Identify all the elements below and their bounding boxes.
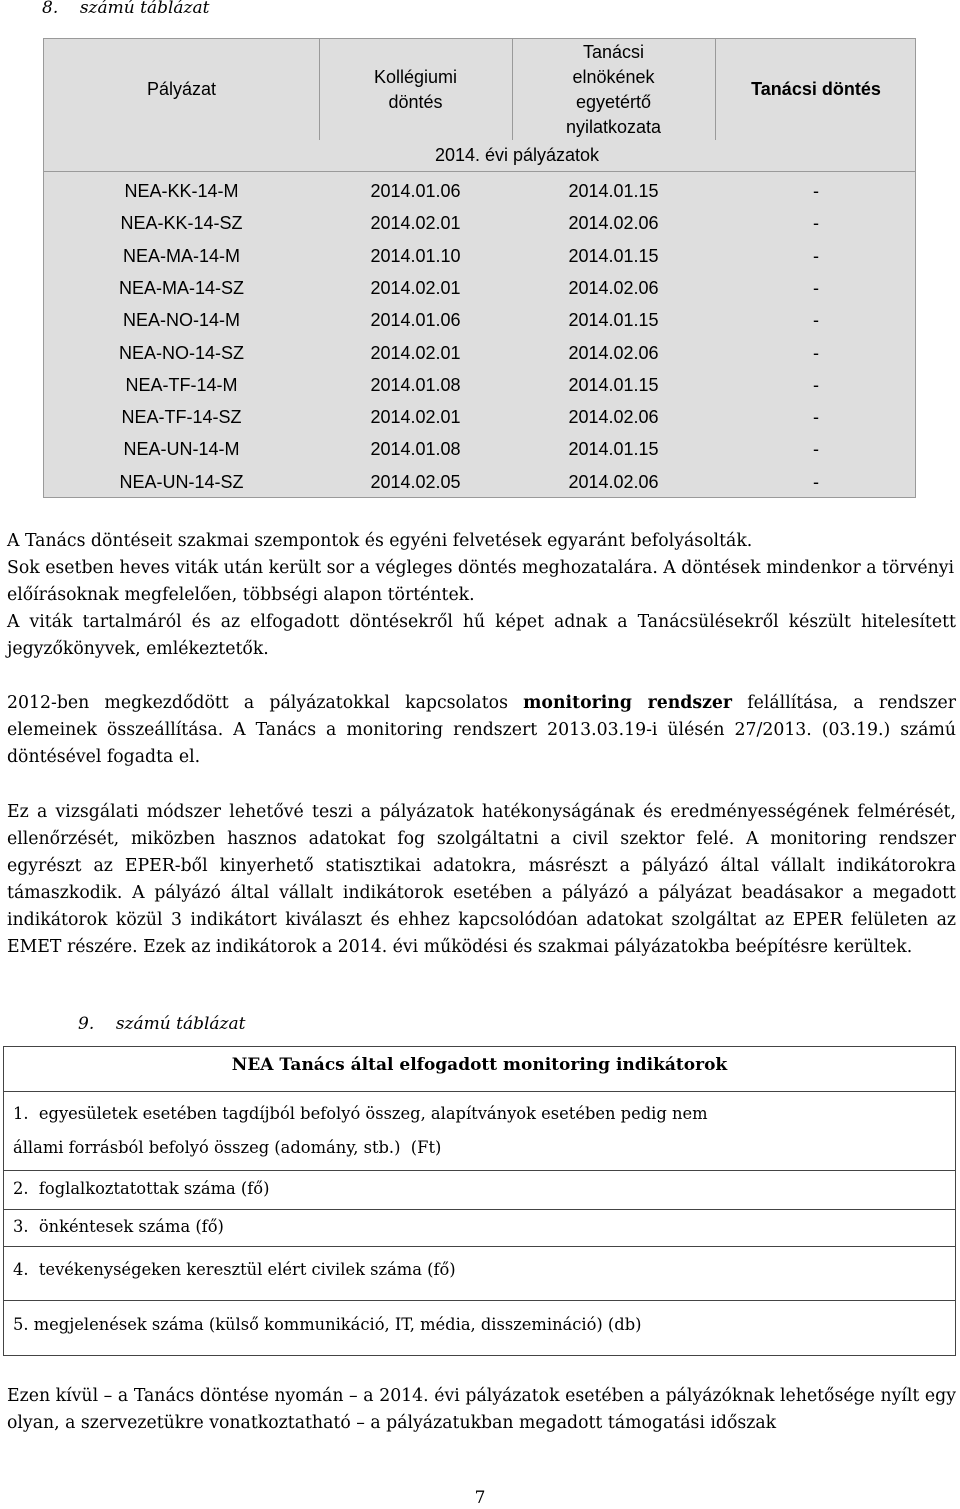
indicator-row [4,1091,955,1171]
indicator-text: 2. foglalkoztatottak száma (fő) [13,1179,270,1198]
table-row [44,240,917,272]
cell-tanacsi-dontes: - [813,471,819,492]
cell-kollegiumi-dontes: 2014.02.05 [370,471,461,492]
cell-kollegiumi-dontes: 2014.01.06 [370,310,461,331]
cell-elnok-nyilatkozat: 2014.01.15 [568,439,659,460]
approval-dates-table [43,38,916,498]
cell-kollegiumi-dontes: 2014.02.01 [370,342,461,363]
indicator-row [4,1171,955,1210]
cell-tanacsi-dontes: - [813,213,819,234]
cell-kollegiumi-dontes: 2014.01.10 [370,245,461,266]
section-label: 2014. évi pályázatok [434,145,600,165]
cell-elnok-nyilatkozat: 2014.02.06 [568,407,659,428]
table-row [44,175,917,207]
cell-kollegiumi-dontes: 2014.01.06 [370,181,461,201]
cell-elnok-nyilatkozat: 2014.01.15 [568,245,659,266]
paragraph-additional: Ezen kívül – a Tanács döntése nyomán – a 2014. évi pályázatok esetében a pályázóknak lehetősége nyílt egy olyan, a szervezetükre vonatkoztatható – a pályázatukban megadott támogatási időszak [7,1386,956,1433]
text-run: felállítása, a rendszer elemeinek összeállítása. A Tanács a monitoring rendszert 2013.03.19-i ülésén 27/2013. (03.19.) számú döntésével fogadta el. [7,693,956,767]
cell-kollegiumi-dontes: 2014.02.01 [370,407,461,428]
cell-elnok-nyilatkozat: 2014.02.06 [568,342,659,363]
indicator-text: 5. megjelenések száma (külső kommunikáció, IT, média, disszemináció) (db) [13,1315,642,1334]
cell-tanacsi-dontes: - [813,374,819,395]
header-kollegiumi-line1: Kollégiumi [373,67,458,87]
text-line: A Tanács döntéseit szakmai szempontok és egyéni felvetések egyaránt befolyásolták. [7,531,753,551]
header-palyazat: Pályázat [146,79,217,99]
cell-palyazat: NEA-TF-14-M [125,374,238,395]
cell-palyazat: NEA-TF-14-SZ [121,407,242,428]
table-row [44,369,917,401]
indicator-row [4,1247,955,1301]
cell-palyazat: NEA-NO-14-SZ [118,342,244,363]
indicators-table-title: NEA Tanács által elfogadott monitoring indikátorok [4,1047,955,1092]
table9-caption: 9. számú táblázat [78,1014,246,1034]
header-tanacsi-dontes: Tanácsi döntés [751,79,881,99]
text-line: A viták tartalmáról és az elfogadott döntésekről hű képet adnak a Tanácsülésekről készült hitelesített jegyzőkönyvek, emlékeztetők. [7,612,956,659]
cell-tanacsi-dontes: - [813,181,819,201]
cell-elnok-nyilatkozat: 2014.02.06 [568,471,659,492]
cell-palyazat: NEA-KK-14-SZ [120,213,243,234]
cell-tanacsi-dontes: - [813,245,819,266]
table-row [44,401,917,433]
text-line: Sok esetben heves viták után került sor a végleges döntés meghozatalára. A döntések mindenkor a törvényi előírásoknak megfelelően, többségi alapon történtek. [7,558,955,605]
table-row [44,433,917,465]
cell-elnok-nyilatkozat: 2014.01.15 [568,374,659,395]
cell-tanacsi-dontes: - [813,407,819,428]
cell-palyazat: NEA-NO-14-M [122,310,240,331]
cell-tanacsi-dontes: - [813,310,819,331]
cell-palyazat: NEA-UN-14-M [123,439,240,460]
indicators-table [3,1046,956,1356]
indicator-row [4,1210,955,1247]
table-row [44,207,917,239]
cell-elnok-nyilatkozat: 2014.02.06 [568,277,659,298]
header-tanacsi-elnok [512,40,715,140]
cell-tanacsi-dontes: - [813,277,819,298]
cell-kollegiumi-dontes: 2014.01.08 [370,374,461,395]
indicator-text: 4. tevékenységeken keresztül elért civilek száma (fő) [13,1260,456,1279]
cell-palyazat: NEA-MA-14-M [122,245,240,266]
cell-palyazat: NEA-MA-14-SZ [118,277,244,298]
indicator-text: 3. önkéntesek száma (fő) [13,1217,224,1236]
table-row [44,466,917,498]
column-divider [715,39,716,140]
column-divider [512,39,513,140]
text-run: 2012-ben megkezdődött a pályázatokkal kapcsolatos [7,693,524,713]
indicator-row [4,1301,955,1355]
paragraph-monitoring [7,690,956,771]
table-row [44,304,917,336]
section-divider [44,171,915,172]
header-elnok-line4: nyilatkozata [565,117,662,137]
cell-elnok-nyilatkozat: 2014.02.06 [568,213,659,234]
page-number: 7 [474,1488,486,1508]
table-row [44,337,917,369]
indicator-text: állami forrásból befolyó összeg (adomány, stb.) (Ft) [13,1138,442,1157]
header-elnok-line3: egyetértő [575,92,652,112]
header-kollegiumi-line2: döntés [388,92,443,112]
table-row [44,272,917,304]
paragraph-decisions [7,528,956,663]
cell-tanacsi-dontes: - [813,342,819,363]
cell-kollegiumi-dontes: 2014.02.01 [370,277,461,298]
cell-palyazat: NEA-KK-14-M [124,181,239,201]
column-divider [319,39,320,140]
cell-kollegiumi-dontes: 2014.01.08 [370,439,461,460]
header-elnok-line1: Tanácsi [582,42,645,62]
indicator-text: 1. egyesületek esetében tagdíjból befolyó összeg, alapítványok esetében pedig nem [13,1104,708,1123]
cell-tanacsi-dontes: - [813,439,819,460]
header-elnok-line2: elnökének [572,67,655,87]
cell-palyazat: NEA-UN-14-SZ [119,471,244,492]
header-kollegiumi-dontes [319,65,512,115]
cell-elnok-nyilatkozat: 2014.01.15 [568,310,659,331]
cell-kollegiumi-dontes: 2014.02.01 [370,213,461,234]
emphasis-monitoring-rendszer: monitoring rendszer [523,693,733,713]
paragraph-method: Ez a vizsgálati módszer lehetővé teszi a pályázatok hatékonyságának és eredményességének felmérését, ellenőrzését, miközben hasznos adatokat fog szolgáltatni a civil szektor felé. A monitoring rendszer egyrészt az EPER-ből kinyerhető statisztikai adatokra, másrészt a pályázó által vállalt indikátorokra támaszkodik. A pályázó által vállalt indikátorok esetében a pályázó a pályázat beadásakor a megadott indikátorok közül 3 indikátort kiválaszt és ehhez kapcsolódóan adatokat szolgáltat az EPER felületen az EMET részére. Ezek az indikátorok a 2014. évi működési és szakmai pályázatokba beépítésre kerültek. [7,802,956,957]
table8-caption: 8. számú táblázat [42,0,210,18]
cell-elnok-nyilatkozat: 2014.01.15 [568,181,659,201]
